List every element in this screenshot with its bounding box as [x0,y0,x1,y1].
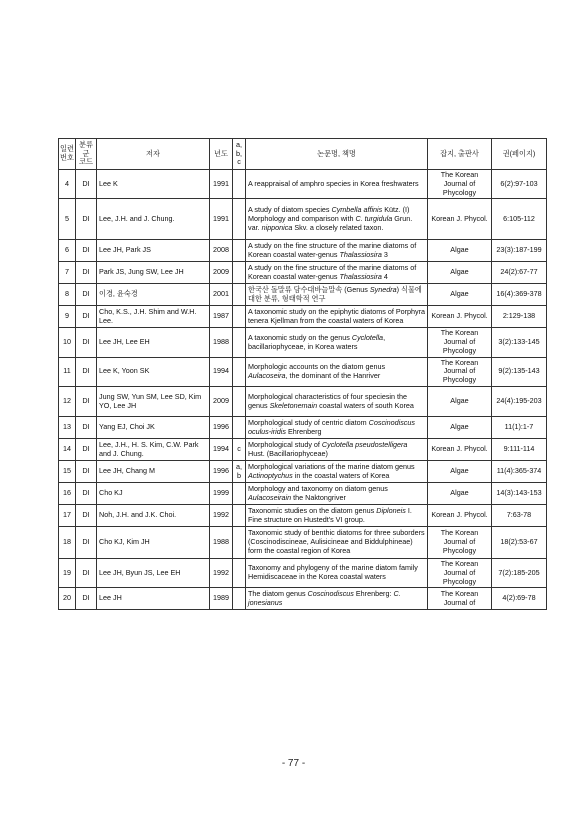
year-cell: 2001 [210,284,233,306]
title-segment: Morphology and taxonomy on diatom genus [248,483,388,493]
header-author [97,139,210,170]
abc-cell [233,262,246,284]
title-cell [246,240,428,262]
header-taxon-code-text: 분류군 코드 [79,139,93,167]
serial-number-cell: 19 [59,559,76,588]
year-cell: 2008 [210,240,233,262]
title-segment: the Naktongriver [291,492,346,502]
title-segment: coastal waters of south Korea [317,400,414,410]
title-segment: The diatom genus [248,589,308,599]
taxon-code-cell: DI [76,483,97,505]
journal-cell: Korean J. Phycol. [428,199,492,240]
author-cell: Noh, J.H. and J.K. Choi. [97,505,210,527]
taxon-code-cell: DI [76,527,97,559]
volume-pages-cell: 6:105-112 [492,199,547,240]
header-abc-text: a, b, c [236,139,242,167]
serial-number-cell: 12 [59,387,76,417]
taxon-code-cell: DI [76,240,97,262]
abc-cell: a, b [233,461,246,483]
table-row [59,328,547,357]
taxon-code-cell: DI [76,199,97,240]
year-cell: 2009 [210,387,233,417]
abc-cell [233,387,246,417]
serial-number-cell: 4 [59,170,76,199]
year-cell: 2009 [210,262,233,284]
serial-number-cell: 15 [59,461,76,483]
volume-pages-cell: 9:111-114 [492,439,547,461]
header-author-text: 저자 [146,148,160,158]
year-cell: 1987 [210,306,233,328]
header-row [59,139,547,170]
year-cell: 1991 [210,170,233,199]
title-italic-segment: C. jonesianus [248,589,401,607]
title-segment: 4 [381,271,388,281]
title-cell [246,461,428,483]
serial-number-cell: 18 [59,527,76,559]
abc-cell [233,199,246,240]
volume-pages-cell: 9(2):135-143 [492,357,547,386]
title-segment: 3 [381,249,388,259]
title-segment: A reappraisal of amphro species in Korea freshwaters [248,178,419,188]
table-row [59,306,547,328]
serial-number-cell: 16 [59,483,76,505]
serial-number-cell: 5 [59,199,76,240]
author-cell: Lee JH, Park JS [97,240,210,262]
abc-cell [233,559,246,588]
abc-cell [233,284,246,306]
title-italic-segment: Diploneis [376,505,406,515]
header-volume-pages [492,139,547,170]
table-header [59,139,547,170]
title-italic-segment: Aulacoseirain [248,492,292,502]
year-cell: 1988 [210,328,233,357]
author-cell: Park JS, Jung SW, Lee JH [97,262,210,284]
taxon-code-cell: DI [76,559,97,588]
author-cell: Cho, K.S., J.H. Shim and W.H. Lee. [97,306,210,328]
title-cell [246,262,428,284]
journal-cell: Algae [428,417,492,439]
taxon-code-cell: DI [76,387,97,417]
taxon-code-cell: DI [76,328,97,357]
serial-number-cell: 8 [59,284,76,306]
title-cell [246,588,428,610]
table-row [59,439,547,461]
journal-cell: Algae [428,483,492,505]
title-italic-segment: Thalassiosira [339,271,382,281]
serial-number-cell: 17 [59,505,76,527]
header-serial-number [59,139,76,170]
title-segment: A taxonomic study on the epiphytic diatoms of Porphyra tenera Kjellman from the coastal waters of Korea [248,307,425,325]
title-italic-segment: Cymbella affinis [331,205,383,215]
table-row [59,262,547,284]
title-segment: Morphologic accounts on the diatom genus [248,362,386,372]
volume-pages-cell: 24(2):67-77 [492,262,547,284]
title-segment: , bacillariophyceae, in Korea waters [248,332,386,351]
title-segment: Morphological study of [248,439,322,449]
journal-cell: The Korean Journal of Phycology [428,357,492,386]
title-cell [246,170,428,199]
year-cell: 1989 [210,588,233,610]
title-italic-segment: Actinoptychus [248,470,293,480]
volume-pages-cell: 23(3):187-199 [492,240,547,262]
journal-cell: Algae [428,284,492,306]
title-segment: Kütz. (I) Morphology and comparison with [248,205,410,223]
title-cell [246,306,428,328]
journal-cell: Korean J. Phycol. [428,505,492,527]
volume-pages-cell: 6(2):97-103 [492,170,547,199]
page-number: - 77 - [281,758,306,769]
title-segment: Grun. var. [248,213,413,232]
table-row [59,170,547,199]
serial-number-cell: 11 [59,357,76,386]
journal-cell: Korean J. Phycol. [428,306,492,328]
serial-number-cell: 9 [59,306,76,328]
taxon-code-cell: DI [76,588,97,610]
volume-pages-cell: 14(3):143-153 [492,483,547,505]
year-cell: 1996 [210,417,233,439]
table-row [59,559,547,588]
year-cell: 1992 [210,505,233,527]
year-cell: 1999 [210,483,233,505]
title-cell [246,357,428,386]
title-segment: Morphological variations of the marine diatom genus [248,461,415,471]
year-cell: 1992 [210,559,233,588]
title-italic-segment: Thalassiosira [339,249,382,259]
author-cell: Cho KJ, Kim JH [97,527,210,559]
author-cell: Lee K [97,170,210,199]
volume-pages-cell: 7:63-78 [492,505,547,527]
table-row [59,199,547,240]
table-row [59,240,547,262]
volume-pages-cell: 11(4):365-374 [492,461,547,483]
volume-pages-cell: 4(2):69-78 [492,588,547,610]
table-row [59,527,547,559]
volume-pages-cell: 2:129-138 [492,306,547,328]
title-cell [246,328,428,357]
title-segment: Morphological study of centric diatom [248,417,369,427]
title-segment: Skv. a closely related taxon. [292,222,384,232]
title-segment: Taxonomy and phylogeny of the marine diatom family Hemidiscaceae in the Korea coastal waters [248,563,418,582]
title-italic-segment: C. turgidula [355,213,393,223]
abc-cell [233,328,246,357]
year-cell: 1988 [210,527,233,559]
header-journal [428,139,492,170]
serial-number-cell: 7 [59,262,76,284]
taxon-code-cell: DI [76,439,97,461]
serial-number-cell: 6 [59,240,76,262]
title-cell [246,284,428,306]
title-italic-segment: Cyclotella pseudostelligera [321,439,408,449]
title-segment: Ehrenberg: [353,589,394,599]
abc-cell [233,417,246,439]
volume-pages-cell: 18(2):53-67 [492,527,547,559]
title-italic-segment: Coscinodiscus [307,589,354,599]
title-segment: 한국산 돌말류 담수대바늘말속 (Genus [248,285,370,295]
abc-cell: c [233,439,246,461]
author-cell: Lee JH, Chang M [97,461,210,483]
volume-pages-cell: 11(1):1-7 [492,417,547,439]
title-cell [246,559,428,588]
taxon-code-cell: DI [76,170,97,199]
header-year-text: 년도 [214,148,228,158]
header-year [210,139,233,170]
journal-cell: Korean J. Phycol. [428,439,492,461]
journal-cell: The Korean Journal of [428,588,492,610]
table-row [59,357,547,386]
title-italic-segment: Cyclotella [351,332,384,342]
title-italic-segment: Coscinodiscus oculus-iridis [248,417,415,436]
author-cell: Yang EJ, Choi JK [97,417,210,439]
volume-pages-cell: 24(4):195-203 [492,387,547,417]
volume-pages-cell: 7(2):185-205 [492,559,547,588]
header-journal-text: 잡지, 출판사 [440,148,479,158]
abc-cell [233,240,246,262]
year-cell: 1994 [210,439,233,461]
title-segment: A study of diatom species [248,205,332,215]
title-italic-segment: Synedra [369,285,397,295]
title-segment: Taxonomic study of benthic diatoms for three suborders (Coscinodiscineae, Aulisicineae and Biddulphineae) form the coastal region of Korea [248,528,425,555]
taxon-code-cell: DI [76,306,97,328]
year-cell: 1996 [210,461,233,483]
title-cell [246,439,428,461]
taxon-code-cell: DI [76,417,97,439]
reference-table [58,138,547,610]
author-cell: Lee JH, Lee EH [97,328,210,357]
header-taxon-code [76,139,97,170]
taxon-code-cell: DI [76,284,97,306]
table-row [59,417,547,439]
title-cell [246,387,428,417]
author-cell: Lee K, Yoon SK [97,357,210,386]
journal-cell: Algae [428,461,492,483]
title-segment: Taxonomic studies on the diatom genus [248,505,377,515]
title-segment: I. Fine structure on Hustedt's VI group. [248,505,412,524]
title-cell [246,417,428,439]
header-volume-pages-text: 권(페이지) [502,148,536,158]
abc-cell [233,588,246,610]
taxon-code-cell: DI [76,357,97,386]
title-cell [246,483,428,505]
table-row [59,483,547,505]
abc-cell [233,483,246,505]
title-segment: A taxonomic study on the genus [248,332,352,342]
serial-number-cell: 13 [59,417,76,439]
table-row [59,284,547,306]
journal-cell: Algae [428,240,492,262]
serial-number-cell: 20 [59,588,76,610]
title-segment: A study on the fine structure of the marine diatoms of Korean coastal water-genus [248,241,417,259]
taxon-code-cell: DI [76,262,97,284]
journal-cell: The Korean Journal of Phycology [428,170,492,199]
taxon-code-cell: DI [76,461,97,483]
journal-cell: The Korean Journal of Phycology [428,527,492,559]
title-segment: ) 식물에 대한 분류, 형태학적 연구 [248,285,422,303]
title-segment: in the coastal waters of Korea [292,470,390,480]
title-segment: Morphological characteristics of four speciesin the genus [248,391,407,410]
title-segment: Ehrenberg [285,426,322,436]
volume-pages-cell: 3(2):133-145 [492,328,547,357]
abc-cell [233,505,246,527]
journal-cell: The Korean Journal of Phycology [428,328,492,357]
title-cell [246,505,428,527]
table-row [59,505,547,527]
abc-cell [233,527,246,559]
serial-number-cell: 10 [59,328,76,357]
author-cell: Lee, J.H., H. S. Kim, C.W. Park and J. Chung. [97,439,210,461]
header-title-text: 논문명, 책명 [317,148,356,158]
abc-cell [233,170,246,199]
header-abc [233,139,246,170]
title-cell [246,527,428,559]
author-cell: Lee JH, Byun JS, Lee EH [97,559,210,588]
author-cell: 이경, 윤숙경 [97,284,210,306]
header-serial-number-text: 일련 번호 [60,144,74,162]
journal-cell: Algae [428,387,492,417]
volume-pages-cell: 16(4):369-378 [492,284,547,306]
title-segment: , the dominant of the Hanriver [285,370,381,380]
title-italic-segment: Skeletonemain [269,400,318,410]
header-title [246,139,428,170]
author-cell: Jung SW, Yun SM, Lee SD, Kim YO, Lee JH [97,387,210,417]
table-body [59,170,547,610]
year-cell: 1991 [210,199,233,240]
journal-cell: Algae [428,262,492,284]
serial-number-cell: 14 [59,439,76,461]
taxon-code-cell: DI [76,505,97,527]
title-italic-segment: Aulacoseira [248,370,286,380]
table-row [59,588,547,610]
table-row [59,387,547,417]
journal-cell: The Korean Journal of Phycology [428,559,492,588]
title-segment: A study on the fine structure of the marine diatoms of Korean coastal water-genus [248,263,417,281]
abc-cell [233,306,246,328]
title-italic-segment: nipponica [261,222,293,232]
year-cell: 1994 [210,357,233,386]
author-cell: Cho KJ [97,483,210,505]
table-row [59,461,547,483]
abc-cell [233,357,246,386]
author-cell: Lee, J.H. and J. Chung. [97,199,210,240]
title-segment: Hust. (Bacillariophyceae) [248,448,328,458]
author-cell: Lee JH [97,588,210,610]
title-cell [246,199,428,240]
